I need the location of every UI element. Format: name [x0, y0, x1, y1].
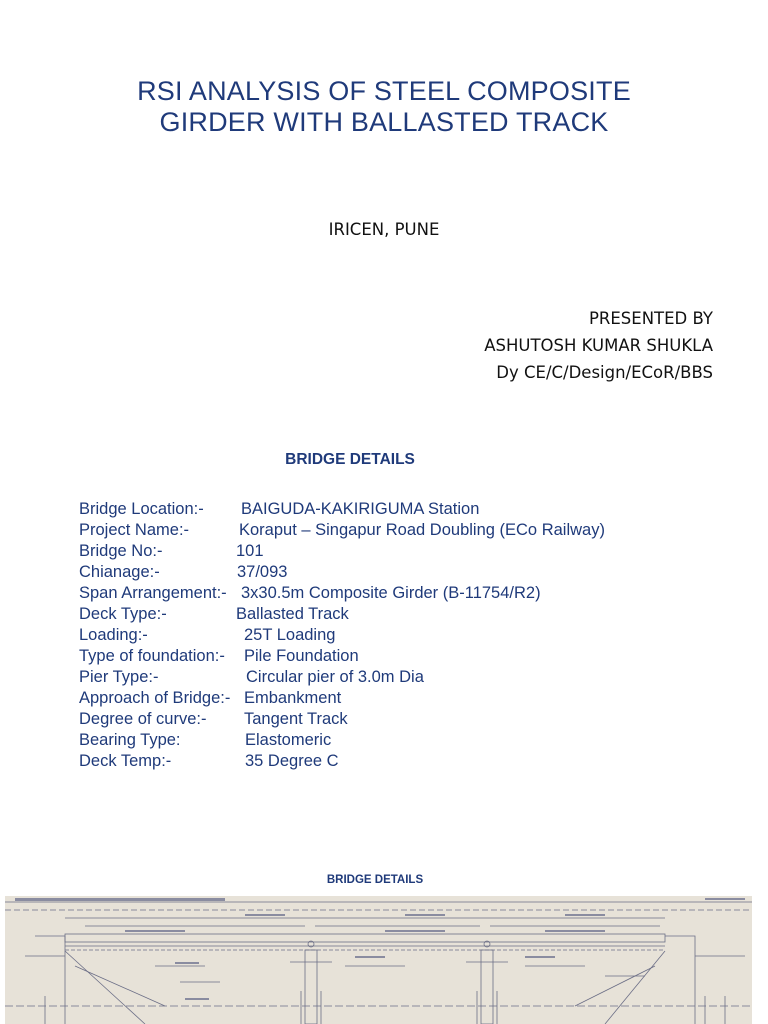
detail-label: Bridge Location:- [79, 500, 204, 518]
organization: IRICEN, PUNE [328, 220, 440, 239]
detail-label: Bearing Type: [79, 731, 181, 749]
detail-value: 101 [236, 542, 264, 560]
title-line-1: RSI ANALYSIS OF STEEL COMPOSITE [137, 76, 631, 106]
title-line-2: GIRDER WITH BALLASTED TRACK [159, 107, 609, 137]
detail-label: Deck Type:- [79, 605, 167, 623]
detail-value: Tangent Track [244, 710, 348, 728]
detail-label: Loading:- [79, 626, 148, 644]
detail-value: BAIGUDA-KAKIRIGUMA Station [241, 500, 480, 518]
detail-value: 37/093 [237, 563, 288, 581]
bridge-details-heading: BRIDGE DETAILS [285, 451, 415, 468]
detail-label: Pier Type:- [79, 668, 159, 686]
detail-label: Bridge No:- [79, 542, 163, 560]
detail-value: Koraput – Singapur Road Doubling (ECo Railway) [239, 521, 605, 539]
detail-value: 25T Loading [244, 626, 336, 644]
detail-label: Approach of Bridge:- [79, 689, 231, 707]
detail-value: Embankment [244, 689, 342, 707]
detail-value: Pile Foundation [244, 647, 359, 665]
slide-title [0, 76, 768, 138]
presenter-block [484, 305, 713, 386]
detail-label: Type of foundation:- [79, 647, 225, 665]
detail-label: Deck Temp:- [79, 752, 172, 770]
detail-label: Chianage:- [79, 563, 160, 581]
presented-by-label: PRESENTED BY [588, 309, 713, 328]
detail-value: Circular pier of 3.0m Dia [246, 668, 424, 686]
detail-label: Span Arrangement:- [79, 584, 227, 602]
detail-label: Degree of curve:- [79, 710, 207, 728]
drawing-heading: BRIDGE DETAILS [326, 874, 424, 886]
detail-value: Ballasted Track [236, 605, 349, 623]
bridge-drawing-image [5, 896, 752, 1024]
detail-value: 3x30.5m Composite Girder (B-11754/R2) [241, 584, 541, 602]
bridge-drawing-sketch [5, 896, 752, 1024]
presenter-name: ASHUTOSH KUMAR SHUKLA [484, 336, 713, 355]
detail-value: Elastomeric [245, 731, 332, 749]
detail-label: Project Name:- [79, 521, 190, 539]
detail-value: 35 Degree C [245, 752, 339, 770]
presenter-designation: Dy CE/C/Design/ECoR/BBS [496, 363, 713, 382]
